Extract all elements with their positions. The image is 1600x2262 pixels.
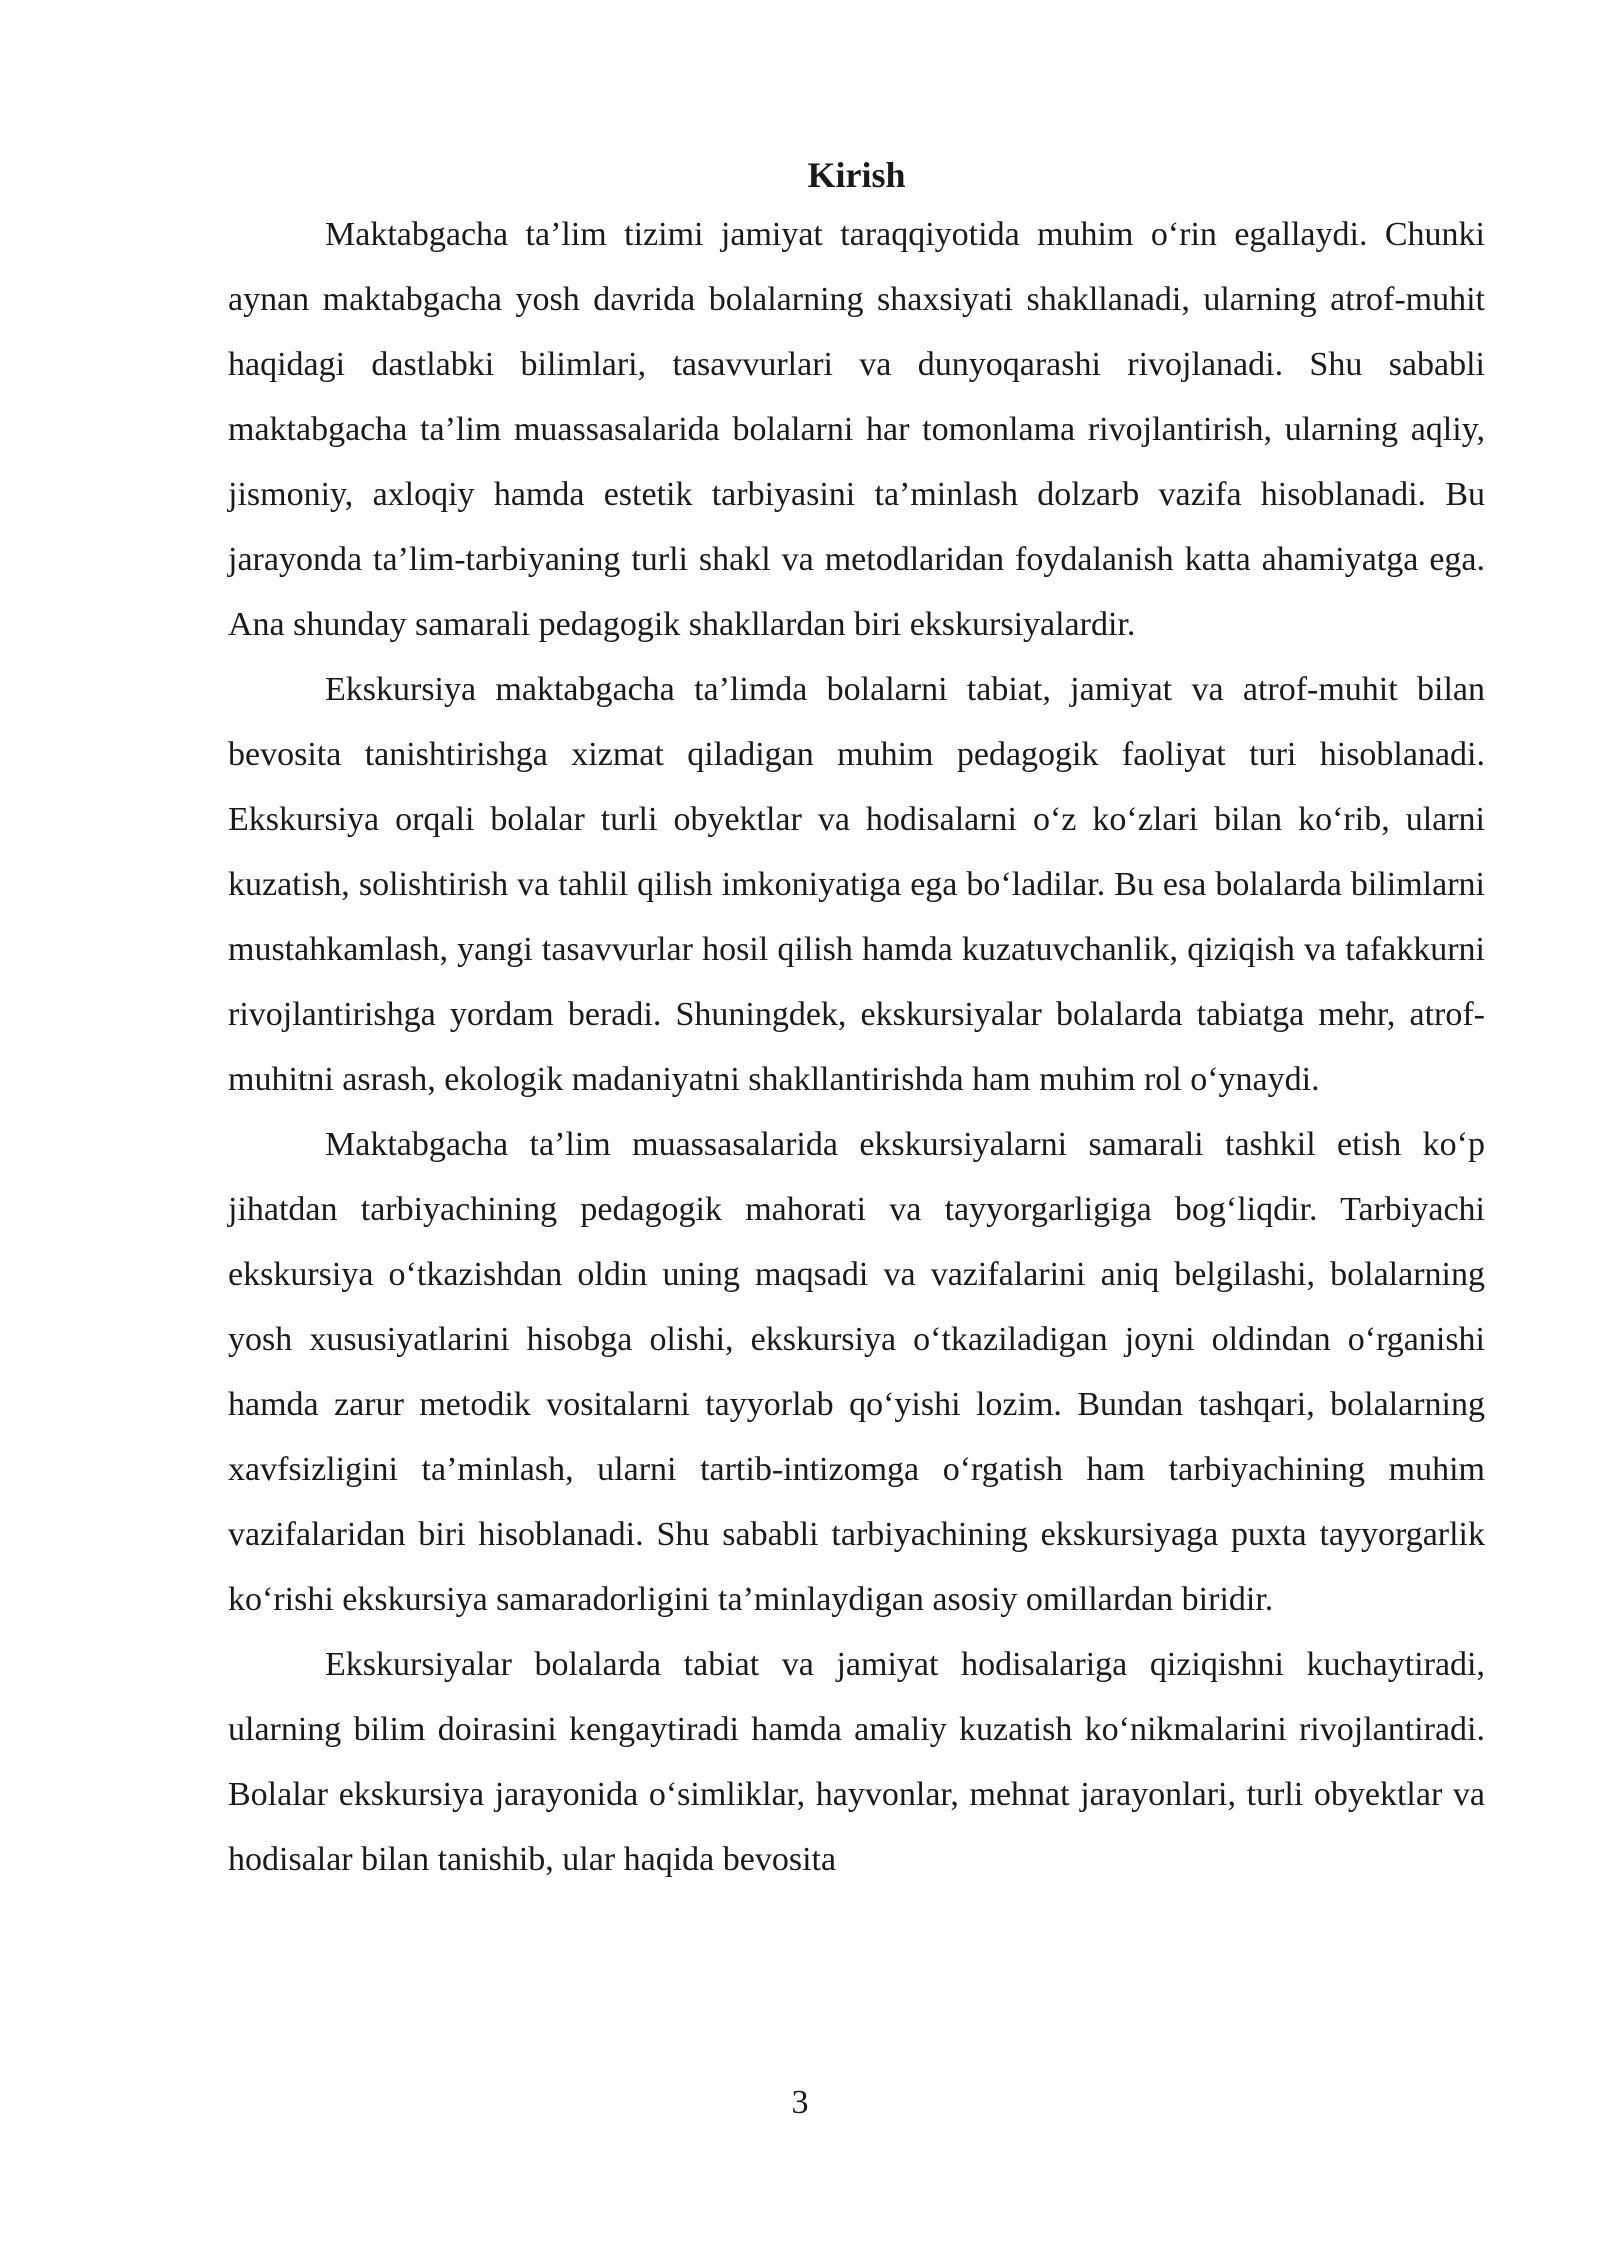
paragraph-4: Ekskursiyalar bolalarda tabiat va jamiyat hodisalariga qiziqishni kuchaytiradi, ularning bilim doirasini kengaytiradi hamda amaliy kuzatish ko‘nikmalarini rivojlantiradi. Bolalar ekskursiya jarayonida o‘simliklar, hayvonlar, mehnat jarayonlari, turli obyektlar va hodisalar bilan tanishib, ular haqida bevosita [228, 1646, 1485, 1878]
paragraph-3: Maktabgacha ta’lim muassasalarida ekskursiyalarni samarali tashkil etish ko‘p jihatdan tarbiyachining pedagogik mahorati va tayyorgarligiga bog‘liqdir. Tarbiyachi ekskursiya o‘tkazishdan oldin uning maqsadi va vazifalarini aniq belgilashi, bolalarning yosh xususiyatlarini hisobga olishi, ekskursiya o‘tkaziladigan joyni oldindan o‘rganishi hamda zarur metodik vositalarni tayyorlab qo‘yishi lozim. Bundan tashqari, bolalarning xavfsizligini ta’minlash, ularni tartib-intizomga o‘rgatish ham tarbiyachining muhim vazifalaridan biri hisoblanadi. Shu sababli tarbiyachining ekskursiyaga puxta tayyorgarlik ko‘rishi ekskursiya samaradorligini ta’minlaydigan asosiy omillardan biridir. [228, 1126, 1485, 1618]
paragraph-2: Ekskursiya maktabgacha ta’limda bolalarni tabiat, jamiyat va atrof-muhit bilan bevosita tanishtirishga xizmat qiladigan muhim pedagogik faoliyat turi hisoblanadi. Ekskursiya orqali bolalar turli obyektlar va hodisalarni o‘z ko‘zlari bilan ko‘rib, ularni kuzatish, solishtirish va tahlil qilish imkoniyatiga ega bo‘ladilar. Bu esa bolalarda bilimlarni mustahkamlash, yangi tasavvurlar hosil qilish hamda kuzatuvchanlik, qiziqish va tafakkurni rivojlantirishga yordam beradi. Shuningdek, ekskursiyalar bolalarda tabiatga mehr, atrof-muhitni asrash, ekologik madaniyatni shakllantirishda ham muhim rol o‘ynaydi. [228, 671, 1485, 1098]
section-title: Kirish [807, 155, 906, 195]
paragraph-1: Maktabgacha ta’lim tizimi jamiyat taraqqiyotida muhim o‘rin egallaydi. Chunki aynan maktabgacha yosh davrida bolalarning shaxsiyati shakllanadi, ularning atrof-muhit haqidagi dastlabki bilimlari, tasavvurlari va dunyoqarashi rivojlanadi. Shu sababli maktabgacha ta’lim muassasalarida bolalarni har tomonlama rivojlantirish, ularning aqliy, jismoniy, axloqiy hamda estetik tarbiyasini ta’minlash dolzarb vazifa hisoblanadi. Bu jarayonda ta’lim-tarbiyaning turli shakl va metodlaridan foydalanish katta ahamiyatga ega. Ana shunday samarali pedagogik shakllardan biri ekskursiyalardir. [228, 216, 1485, 643]
page-number: 3 [791, 2084, 809, 2121]
page-content [228, 148, 1485, 1892]
